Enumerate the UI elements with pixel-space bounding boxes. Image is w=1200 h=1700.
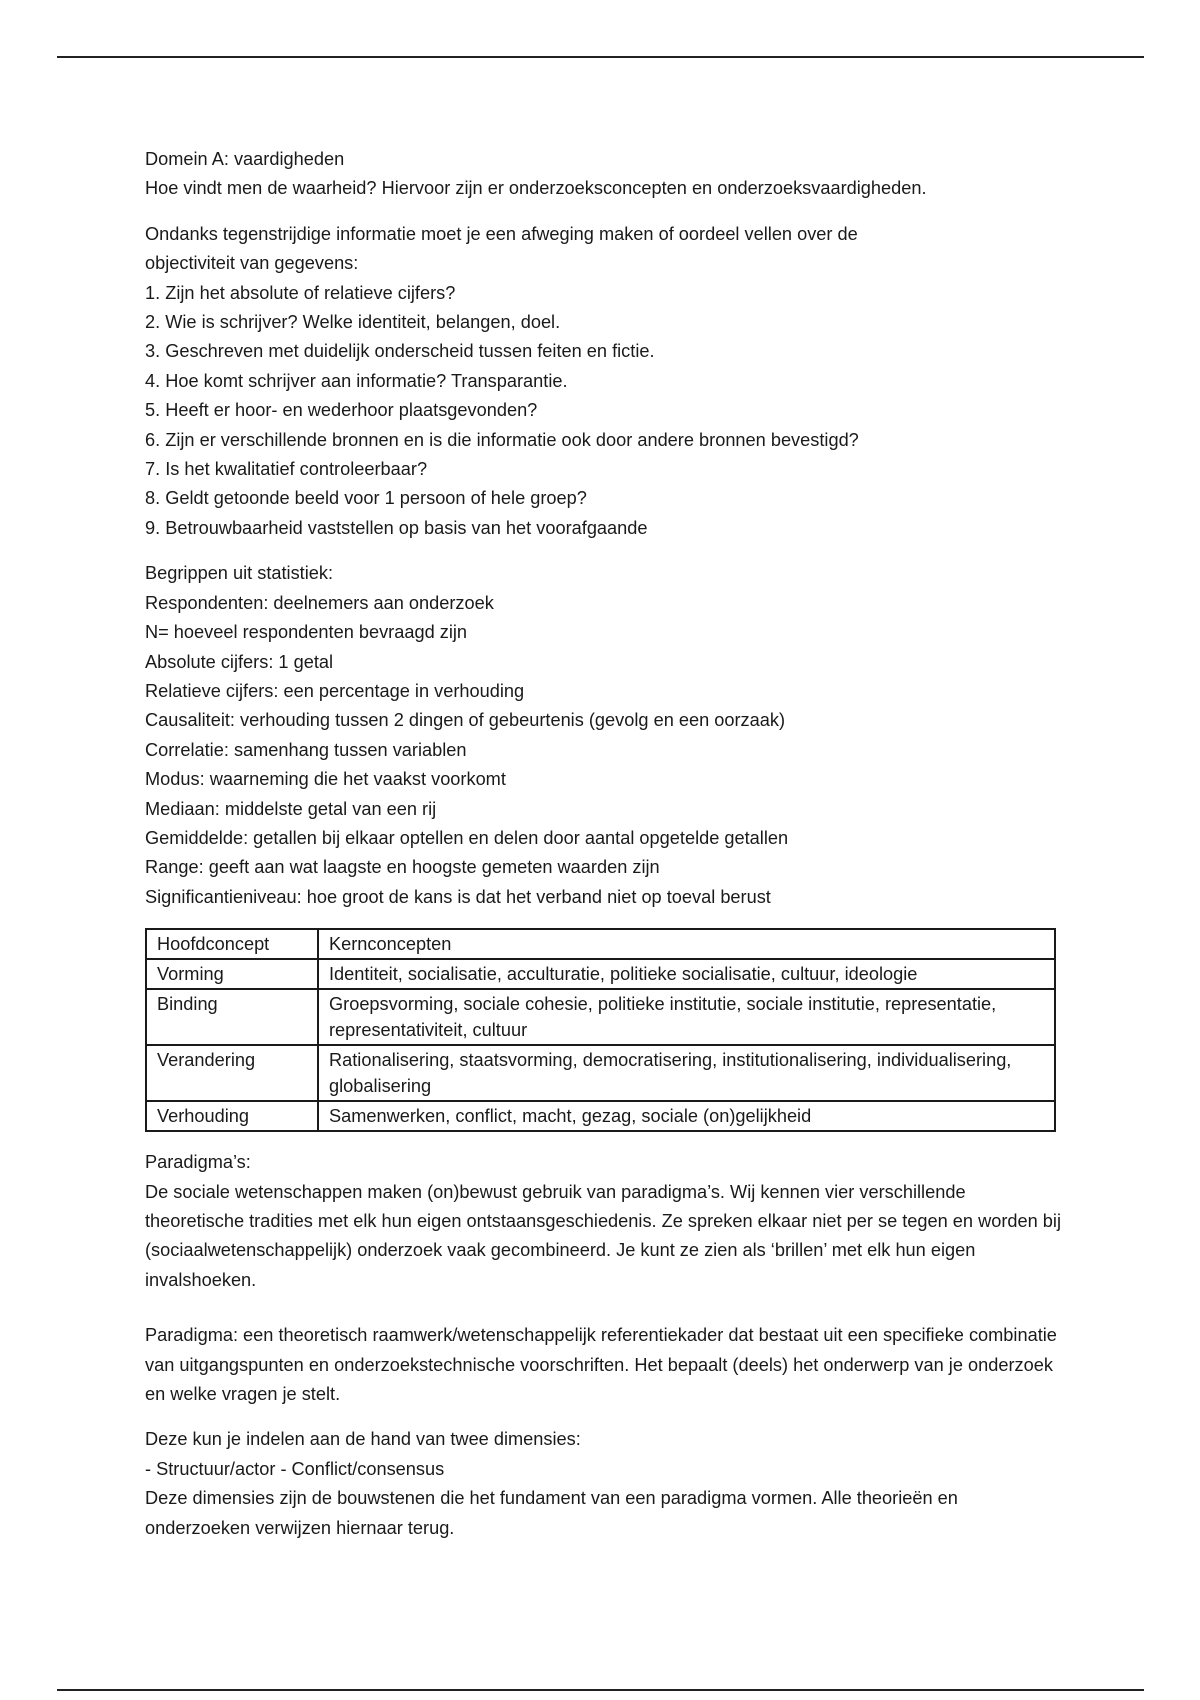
concepts-table <box>145 928 1056 1132</box>
table-cell-core: Rationalisering, staatsvorming, democratisering, institutionalisering, individualisering, globalisering <box>318 1045 1055 1101</box>
table-cell-core: Groepsvorming, sociale cohesie, politieke institutie, sociale institutie, representatie, representativiteit, cultuur <box>318 989 1055 1045</box>
list-item: 7. Is het kwalitatief controleerbaar? <box>145 459 428 480</box>
table-cell-main: Verandering <box>146 1045 318 1101</box>
list-item: 6. Zijn er verschillende bronnen en is die informatie ook door andere bronnen bevestigd? <box>145 429 859 450</box>
definition-item: Relatieve cijfers: een percentage in verhouding <box>145 680 525 701</box>
list-item: 3. Geschreven met duidelijk onderscheid tussen feiten en fictie. <box>145 341 655 362</box>
definition-item: Gemiddelde: getallen bij elkaar optellen en delen door aantal opgetelde getallen <box>145 827 789 848</box>
objectivity-intro-line: objectiviteit van gegevens: <box>145 253 359 274</box>
list-item: 1. Zijn het absolute of relatieve cijfers? <box>145 282 456 303</box>
definition-item: Respondenten: deelnemers aan onderzoek <box>145 592 494 613</box>
intro-text: Hoe vindt men de waarheid? Hiervoor zijn er onderzoeksconcepten en onderzoeksvaardigheden. <box>145 178 927 199</box>
header-rule <box>57 56 1144 58</box>
spacer <box>145 912 1065 928</box>
dimensions-list: - Structuur/actor - Conflict/consensus <box>145 1458 445 1479</box>
spacer <box>145 204 1065 220</box>
statistics-heading: Begrippen uit statistiek: <box>145 563 334 584</box>
definition-item: Correlatie: samenhang tussen variablen <box>145 739 467 760</box>
objectivity-intro-line: Ondanks tegenstrijdige informatie moet je een afweging maken of oordeel vellen over de <box>145 223 858 244</box>
list-item: 4. Hoe komt schrijver aan informatie? Transparantie. <box>145 370 568 391</box>
spacer <box>145 1132 1065 1148</box>
spacer <box>145 543 1065 559</box>
definition-item: Causaliteit: verhouding tussen 2 dingen of gebeurtenis (gevolg en een oorzaak) <box>145 710 786 731</box>
paradigm-definition: Paradigma: een theoretisch raamwerk/wetenschappelijk referentiekader dat bestaat uit een specifieke combinatie van uitgangspunten en onderzoekstechnische voorschriften. Het bepaalt (deels) het onderwerp van je onderzoek en welke vragen je stelt. <box>145 1325 1057 1404</box>
table-row <box>146 1045 1055 1101</box>
table-row <box>146 959 1055 989</box>
paradigms-paragraph: De sociale wetenschappen maken (on)bewust gebruik van paradigma’s. Wij kennen vier verschillende theoretische tradities met elk hun eigen ontstaansgeschiedenis. Ze spreken elkaar niet per se tegen en worden bij (sociaalwetenschappelijk) onderzoek vaak gecombineerd. Je kunt ze zien als ‘brillen’ met elk hun eigen invalshoeken. <box>145 1181 1061 1290</box>
table-header-row <box>146 929 1055 959</box>
list-item: 9. Betrouwbaarheid vaststellen op basis van het voorafgaande <box>145 517 648 538</box>
dimensions-paragraph: Deze dimensies zijn de bouwstenen die het fundament van een paradigma vormen. Alle theorieën en onderzoeken verwijzen hiernaar terug. <box>145 1488 958 1538</box>
spacer <box>145 1295 1065 1321</box>
dimensions-intro: Deze kun je indelen aan de hand van twee dimensies: <box>145 1429 581 1450</box>
definition-item: N= hoeveel respondenten bevraagd zijn <box>145 622 468 643</box>
definition-item: Modus: waarneming die het vaakst voorkomt <box>145 769 506 790</box>
definition-item: Absolute cijfers: 1 getal <box>145 651 334 672</box>
definition-item: Significantieniveau: hoe groot de kans is dat het verband niet op toeval berust <box>145 886 771 907</box>
table-row <box>146 989 1055 1045</box>
objectivity-list <box>145 279 1065 544</box>
table-header-cell: Kernconcepten <box>318 929 1055 959</box>
table-header-cell: Hoofdconcept <box>146 929 318 959</box>
statistics-terms <box>145 589 1065 912</box>
table-cell-main: Verhouding <box>146 1101 318 1131</box>
list-item: 8. Geldt getoonde beeld voor 1 persoon of hele groep? <box>145 488 587 509</box>
document-body <box>145 145 1065 1543</box>
table-row <box>146 1101 1055 1131</box>
domain-heading: Domein A: vaardigheden <box>145 149 345 169</box>
table-cell-core: Identiteit, socialisatie, acculturatie, politieke socialisatie, cultuur, ideologie <box>318 959 1055 989</box>
spacer <box>145 1409 1065 1425</box>
table-cell-main: Binding <box>146 989 318 1045</box>
table-cell-main: Vorming <box>146 959 318 989</box>
table-cell-core: Samenwerken, conflict, macht, gezag, sociale (on)gelijkheid <box>318 1101 1055 1131</box>
list-item: 5. Heeft er hoor- en wederhoor plaatsgevonden? <box>145 400 538 421</box>
paradigms-heading: Paradigma’s: <box>145 1152 251 1173</box>
list-item: 2. Wie is schrijver? Welke identiteit, belangen, doel. <box>145 312 561 333</box>
definition-item: Mediaan: middelste getal van een rij <box>145 798 437 819</box>
definition-item: Range: geeft aan wat laagste en hoogste gemeten waarden zijn <box>145 857 660 878</box>
footer-rule <box>57 1689 1144 1691</box>
